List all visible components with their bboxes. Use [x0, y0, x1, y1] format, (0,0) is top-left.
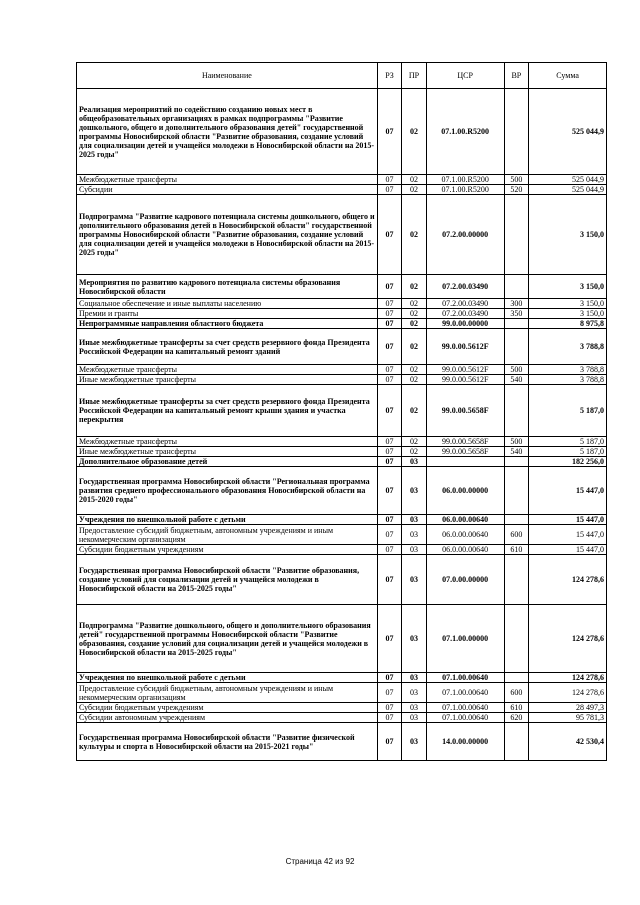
row-pr: 03	[402, 703, 427, 713]
row-rz: 07	[377, 545, 402, 555]
table-row	[77, 319, 607, 329]
row-pr: 02	[402, 329, 427, 365]
row-sum: 28 497,3	[529, 703, 607, 713]
row-name: Мероприятия по развитию кадрового потенциала системы образования Новосибирской области	[77, 275, 378, 299]
row-pr: 03	[402, 467, 427, 515]
row-csr: 07.1.00.R5200	[426, 175, 504, 185]
row-sum: 3 150,0	[529, 195, 607, 275]
row-sum: 3 788,8	[529, 365, 607, 375]
row-rz: 07	[377, 467, 402, 515]
row-sum: 525 044,9	[529, 175, 607, 185]
row-pr: 03	[402, 555, 427, 605]
table-row	[77, 175, 607, 185]
row-vr: 610	[504, 703, 529, 713]
row-sum: 3 788,8	[529, 375, 607, 385]
row-sum: 15 447,0	[529, 545, 607, 555]
table-row	[77, 385, 607, 437]
row-sum: 15 447,0	[529, 525, 607, 545]
row-name: Государственная программа Новосибирской области "Развитие физической культуры и спорта в Новосибирской области на 2015-2021 годы"	[77, 723, 378, 761]
row-rz: 07	[377, 89, 402, 175]
row-pr: 03	[402, 545, 427, 555]
row-vr	[504, 385, 529, 437]
row-sum: 124 278,6	[529, 673, 607, 683]
row-rz: 07	[377, 375, 402, 385]
row-rz: 07	[377, 683, 402, 703]
row-csr: 07.1.00.00000	[426, 605, 504, 673]
row-pr: 03	[402, 457, 427, 467]
row-vr	[504, 673, 529, 683]
row-name: Субсидии бюджетным учреждениям	[77, 545, 378, 555]
row-name: Непрограммные направления областного бюджета	[77, 319, 378, 329]
table-row	[77, 703, 607, 713]
row-sum: 42 530,4	[529, 723, 607, 761]
row-sum: 182 256,0	[529, 457, 607, 467]
row-vr: 620	[504, 713, 529, 723]
row-rz: 07	[377, 457, 402, 467]
row-pr: 02	[402, 309, 427, 319]
row-name: Государственная программа Новосибирской области "Развитие образования, создание условий для социализации детей и учащейся молодежи в Новосибирской области на 2015-2025 годы"	[77, 555, 378, 605]
row-sum: 5 187,0	[529, 437, 607, 447]
table-header-row	[77, 63, 607, 89]
table-row	[77, 89, 607, 175]
row-pr: 03	[402, 723, 427, 761]
row-name: Предоставление субсидий бюджетным, автономным учреждениям и иным некоммерческим организациям	[77, 525, 378, 545]
row-pr: 02	[402, 175, 427, 185]
row-sum: 95 781,3	[529, 713, 607, 723]
row-vr	[504, 275, 529, 299]
row-csr: 99.0.00.5658F	[426, 447, 504, 457]
row-pr: 02	[402, 195, 427, 275]
header-rz: РЗ	[377, 63, 402, 89]
table-row	[77, 375, 607, 385]
row-sum: 3 788,8	[529, 329, 607, 365]
header-sum: Сумма	[529, 63, 607, 89]
row-pr: 02	[402, 319, 427, 329]
row-name: Дополнительное образование детей	[77, 457, 378, 467]
row-name: Субсидии автономным учреждениям	[77, 713, 378, 723]
row-vr	[504, 723, 529, 761]
row-rz: 07	[377, 329, 402, 365]
row-csr: 07.2.00.03490	[426, 299, 504, 309]
row-csr: 99.0.00.5612F	[426, 375, 504, 385]
table-row	[77, 447, 607, 457]
row-name: Субсидии	[77, 185, 378, 195]
row-rz: 07	[377, 299, 402, 309]
row-vr	[504, 467, 529, 515]
row-vr	[504, 605, 529, 673]
row-sum: 8 975,8	[529, 319, 607, 329]
row-csr: 99.0.00.5612F	[426, 329, 504, 365]
row-rz: 07	[377, 195, 402, 275]
row-rz: 07	[377, 175, 402, 185]
row-rz: 07	[377, 515, 402, 525]
row-csr: 07.2.00.03490	[426, 275, 504, 299]
header-vr: ВР	[504, 63, 529, 89]
row-sum: 15 447,0	[529, 515, 607, 525]
row-pr: 02	[402, 89, 427, 175]
table-row	[77, 437, 607, 447]
row-sum: 525 044,9	[529, 185, 607, 195]
row-name: Премии и гранты	[77, 309, 378, 319]
row-csr	[426, 457, 504, 467]
row-name: Межбюджетные трансферты	[77, 365, 378, 375]
row-rz: 07	[377, 713, 402, 723]
row-pr: 03	[402, 515, 427, 525]
row-vr	[504, 195, 529, 275]
row-vr: 540	[504, 375, 529, 385]
row-csr: 07.1.00.R5200	[426, 185, 504, 195]
row-name: Подпрограмма "Развитие дошкольного, общего и дополнительного образования детей" государственной программы Новосибирской области "Развитие образования, создание условий для социализации детей и учащейся молодежи в Новосибирской области на 2015-2025 годы"	[77, 605, 378, 673]
row-rz: 07	[377, 275, 402, 299]
row-name: Иные межбюджетные трансферты	[77, 375, 378, 385]
row-name: Иные межбюджетные трансферты за счет средств резервного фонда Президента Российской Федерации на капитальный ремонт зданий	[77, 329, 378, 365]
row-rz: 07	[377, 319, 402, 329]
row-csr: 06.0.00.00640	[426, 545, 504, 555]
row-sum: 124 278,6	[529, 605, 607, 673]
row-pr: 03	[402, 605, 427, 673]
row-sum: 3 150,0	[529, 299, 607, 309]
table-row	[77, 555, 607, 605]
row-csr: 07.0.00.00000	[426, 555, 504, 605]
row-name: Государственная программа Новосибирской области "Региональная программа развития среднего профессионального образования Новосибирской области на 2015-2020 годы"	[77, 467, 378, 515]
row-sum: 5 187,0	[529, 385, 607, 437]
header-name: Наименование	[77, 63, 378, 89]
header-pr: ПР	[402, 63, 427, 89]
row-vr: 610	[504, 545, 529, 555]
table-row	[77, 299, 607, 309]
table-row	[77, 185, 607, 195]
row-rz: 07	[377, 385, 402, 437]
row-rz: 07	[377, 703, 402, 713]
row-rz: 07	[377, 447, 402, 457]
row-sum: 3 150,0	[529, 275, 607, 299]
row-pr: 02	[402, 437, 427, 447]
row-vr: 500	[504, 365, 529, 375]
row-name: Предоставление субсидий бюджетным, автономным учреждениям и иным некоммерческим организациям	[77, 683, 378, 703]
row-sum: 5 187,0	[529, 447, 607, 457]
row-pr: 03	[402, 673, 427, 683]
row-rz: 07	[377, 365, 402, 375]
row-pr: 02	[402, 385, 427, 437]
row-csr: 14.0.00.00000	[426, 723, 504, 761]
row-name: Учреждения по внешкольной работе с детьми	[77, 515, 378, 525]
table-row	[77, 467, 607, 515]
row-rz: 07	[377, 673, 402, 683]
row-sum: 3 150,0	[529, 309, 607, 319]
row-pr: 02	[402, 447, 427, 457]
row-pr: 02	[402, 275, 427, 299]
row-sum: 124 278,6	[529, 683, 607, 703]
row-rz: 07	[377, 185, 402, 195]
row-rz: 07	[377, 605, 402, 673]
table-row	[77, 365, 607, 375]
row-vr: 500	[504, 437, 529, 447]
row-vr: 540	[504, 447, 529, 457]
table-row	[77, 329, 607, 365]
table-row	[77, 545, 607, 555]
row-rz: 07	[377, 309, 402, 319]
table-row	[77, 515, 607, 525]
row-csr: 99.0.00.5658F	[426, 437, 504, 447]
table-row	[77, 457, 607, 467]
row-vr: 600	[504, 683, 529, 703]
row-csr: 06.0.00.00000	[426, 467, 504, 515]
row-pr: 02	[402, 365, 427, 375]
row-rz: 07	[377, 555, 402, 605]
row-name: Учреждения по внешкольной работе с детьми	[77, 673, 378, 683]
table-row	[77, 683, 607, 703]
row-pr: 02	[402, 299, 427, 309]
row-pr: 03	[402, 683, 427, 703]
row-csr: 06.0.00.00640	[426, 525, 504, 545]
row-name: Субсидии бюджетным учреждениям	[77, 703, 378, 713]
row-name: Реализация мероприятий по содействию созданию новых мест в общеобразовательных организациях в рамках подпрограммы "Развитие дошкольного, общего и дополнительного образования детей" государственной программы Новосибирской области "Развитие образования, создание условий для социализации детей и учащейся молодежи в Новосибирской области на 2015-2025 годы"	[77, 89, 378, 175]
row-vr	[504, 329, 529, 365]
table-row	[77, 275, 607, 299]
table-row	[77, 713, 607, 723]
row-vr: 300	[504, 299, 529, 309]
row-pr: 03	[402, 713, 427, 723]
table-row	[77, 673, 607, 683]
table-row	[77, 309, 607, 319]
row-csr: 99.0.00.5612F	[426, 365, 504, 375]
header-csr: ЦСР	[426, 63, 504, 89]
row-rz: 07	[377, 525, 402, 545]
page-number: Страница 42 из 92	[285, 857, 355, 866]
row-vr: 520	[504, 185, 529, 195]
row-vr: 500	[504, 175, 529, 185]
row-csr: 06.0.00.00640	[426, 515, 504, 525]
row-rz: 07	[377, 723, 402, 761]
row-vr	[504, 319, 529, 329]
row-sum: 15 447,0	[529, 467, 607, 515]
row-vr	[504, 515, 529, 525]
table-body	[77, 89, 607, 761]
row-csr: 07.1.00.00640	[426, 673, 504, 683]
row-csr: 07.1.00.00640	[426, 713, 504, 723]
row-csr: 99.0.00.00000	[426, 319, 504, 329]
budget-table	[76, 62, 607, 761]
row-csr: 07.1.00.R5200	[426, 89, 504, 175]
table-row	[77, 605, 607, 673]
row-sum: 525 044,9	[529, 89, 607, 175]
row-pr: 03	[402, 525, 427, 545]
row-pr: 02	[402, 375, 427, 385]
row-csr: 07.1.00.00640	[426, 683, 504, 703]
row-vr	[504, 89, 529, 175]
row-vr: 350	[504, 309, 529, 319]
row-name: Иные межбюджетные трансферты за счет средств резервного фонда Президента Российской Федерации на капитальный ремонт крыши здания и участка перекрытия	[77, 385, 378, 437]
row-name: Иные межбюджетные трансферты	[77, 447, 378, 457]
row-sum: 124 278,6	[529, 555, 607, 605]
row-csr: 07.1.00.00640	[426, 703, 504, 713]
row-name: Межбюджетные трансферты	[77, 175, 378, 185]
row-pr: 02	[402, 185, 427, 195]
row-name: Межбюджетные трансферты	[77, 437, 378, 447]
table-row	[77, 195, 607, 275]
table-row	[77, 723, 607, 761]
row-name: Социальное обеспечение и иные выплаты населению	[77, 299, 378, 309]
row-vr: 600	[504, 525, 529, 545]
row-csr: 99.0.00.5658F	[426, 385, 504, 437]
row-name: Подпрограмма "Развитие кадрового потенциала системы дошкольного, общего и дополнительного образования детей в Новосибирской области" государственной программы Новосибирской области "Развитие образования, создание условий для социализации детей и учащейся молодежи в Новосибирской области на 2015-2025 годы"	[77, 195, 378, 275]
row-csr: 07.2.00.03490	[426, 309, 504, 319]
table-row	[77, 525, 607, 545]
row-rz: 07	[377, 437, 402, 447]
row-vr	[504, 457, 529, 467]
row-vr	[504, 555, 529, 605]
row-csr: 07.2.00.00000	[426, 195, 504, 275]
